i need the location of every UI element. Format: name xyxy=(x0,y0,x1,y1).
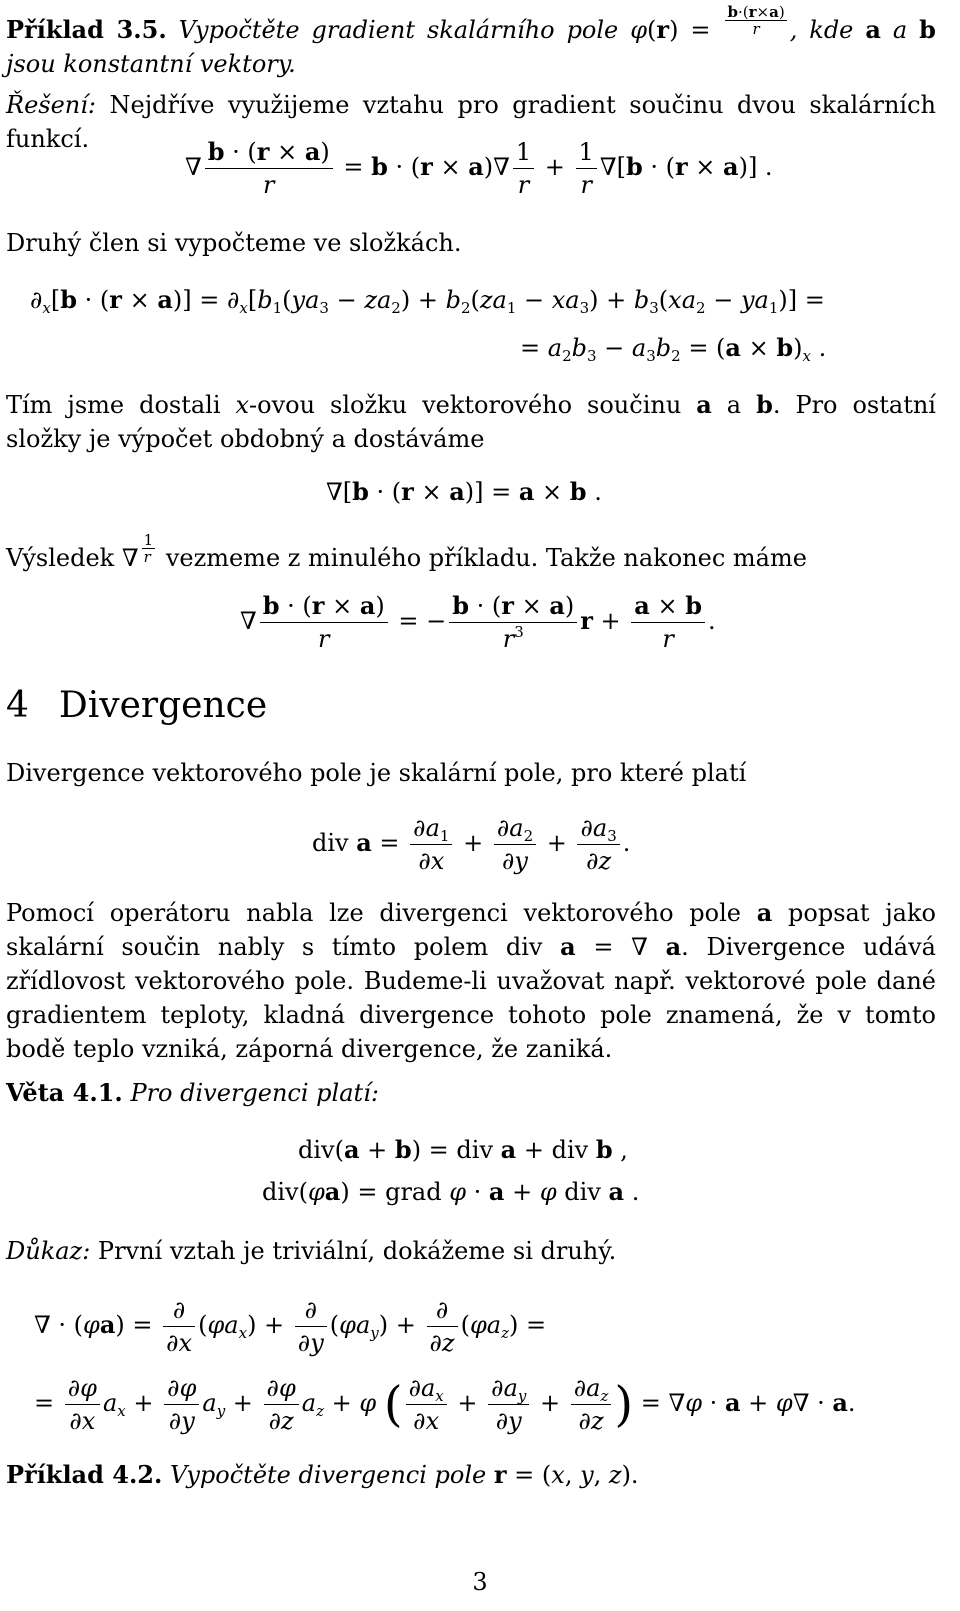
section-title: Divergence xyxy=(58,685,268,726)
equation-gradient-product: ∇ $\frac{b \cdot (r \times a)}{r}$ = b · (r × a)∇ $\frac{1}{r}$ + $\frac{1}{r}$ ∇[b · (r × a)] . xyxy=(185,137,773,199)
equation-nabla-result: ∇[b · (r × a)] = a × b . xyxy=(326,477,602,506)
equation-theorem-line1: div(a + b) = div a + div b , xyxy=(298,1135,628,1164)
equation-proof-line1: ∇ · (φa) = $\frac{\partial}{\partial x}$ $(\varphi a_x)$ + $\frac{\partial}{\partial y}$ $(\varphi a_y)$ + $\frac{\partial}{\partial z}$ $(\varphi a_z)$ = xyxy=(34,1296,547,1357)
equation-theorem-line2: div(φa) = grad φ · a + φ div a . xyxy=(262,1177,640,1206)
inline-fraction: $\frac{b\cdot(r\times a)}{r}$ xyxy=(727,3,785,38)
divergence-intro: Divergence vektorového pole je skalární pole, pro které platí xyxy=(6,759,747,787)
example-4-2: Příklad 4.2. Vypočtěte divergenci pole r = (x, y, z). xyxy=(6,1460,639,1489)
equation-x-component-line2: = $a_2b_3 - a_3b_2 = (a \times b)_x$ . xyxy=(520,333,827,365)
example-3-5: Příklad 3.5. Vypočtěte gradient skalárního pole φ(r) = $\frac{b\cdot(r\times a)}{r}$ , kde a a b jsou konstantní vektory. xyxy=(6,3,936,78)
theorem-4-1: Věta 4.1. Pro divergenci platí: xyxy=(6,1078,379,1107)
divergence-paragraph: Pomocí operátoru nabla lze divergenci vektorového pole a popsat jako skalární součin nably s tímto polem div a = ∇ a. Divergence udává zřídlovost vektorového pole. Budeme-li uvažovat např. vektorové pole dané gradientem teploty, kladná divergence tohoto pole znamená, že v tomto bodě teplo vzniká, záporná divergence, že zaniká. xyxy=(6,898,936,1063)
proof-paragraph: Důkaz: První vztah je triviální, dokážeme si druhý. xyxy=(6,1237,617,1265)
solution-paragraph: Řešení: Nejdříve využijeme vztahu pro gradient součinu dvou skalárních funkcí. xyxy=(6,91,936,153)
second-term-text: Druhý člen si vypočteme ve složkách. xyxy=(6,229,462,257)
equation-x-component-line1: $\partial_x[b \cdot (r \times a)] = \partial_x[b_1(ya_3 - za_2) + b_2(za_1 - xa_3) + b_3(xa_2 - ya_1)]$ = xyxy=(30,285,825,317)
equation-divergence-definition: div a = $\frac{\partial a_1}{\partial x}$ + $\frac{\partial a_2}{\partial y}$ + $\frac{\partial a_3}{\partial z}$ . xyxy=(312,814,631,875)
page-number: 3 xyxy=(472,1568,488,1596)
section-heading xyxy=(6,685,297,726)
solution-label: Řešení: xyxy=(6,91,97,119)
section-number: 4 xyxy=(6,685,29,726)
example-label: Příklad 3.5. xyxy=(6,15,167,44)
equation-final-gradient: ∇ $\frac{b \cdot (r \times a)}{r}$ = − $\frac{b \cdot (r \times a)}{r^3}$ r + $\frac{a \times b}{r}$ . xyxy=(240,591,716,653)
equation-proof-line2: = $\frac{\partial\varphi}{\partial x}$ $a_x$ + $\frac{\partial\varphi}{\partial y}$ $a_y$ + $\frac{\partial\varphi}{\partial z}$ $a_z + \varphi$ ( $\frac{\partial a_x}{\partial x}$ + $\frac{\partial a_y}{\partial y}$ + $\frac{\partial a_z}{\partial z}$ ) = ∇φ · a + φ∇ · a. xyxy=(34,1374,856,1435)
example-label: Příklad 4.2. xyxy=(6,1460,163,1489)
component-paragraph: Tím jsme dostali x-ovou složku vektorového součinu a a b. Pro ostatní složky je výpočet obdobný a dostáváme xyxy=(6,390,936,453)
result-paragraph: Výsledek ∇ $\frac{1}{r}$ vezmeme z minulého příkladu. Takže nakonec máme xyxy=(6,531,807,572)
proof-label: Důkaz: xyxy=(6,1237,91,1265)
theorem-label: Věta 4.1. xyxy=(6,1078,123,1107)
